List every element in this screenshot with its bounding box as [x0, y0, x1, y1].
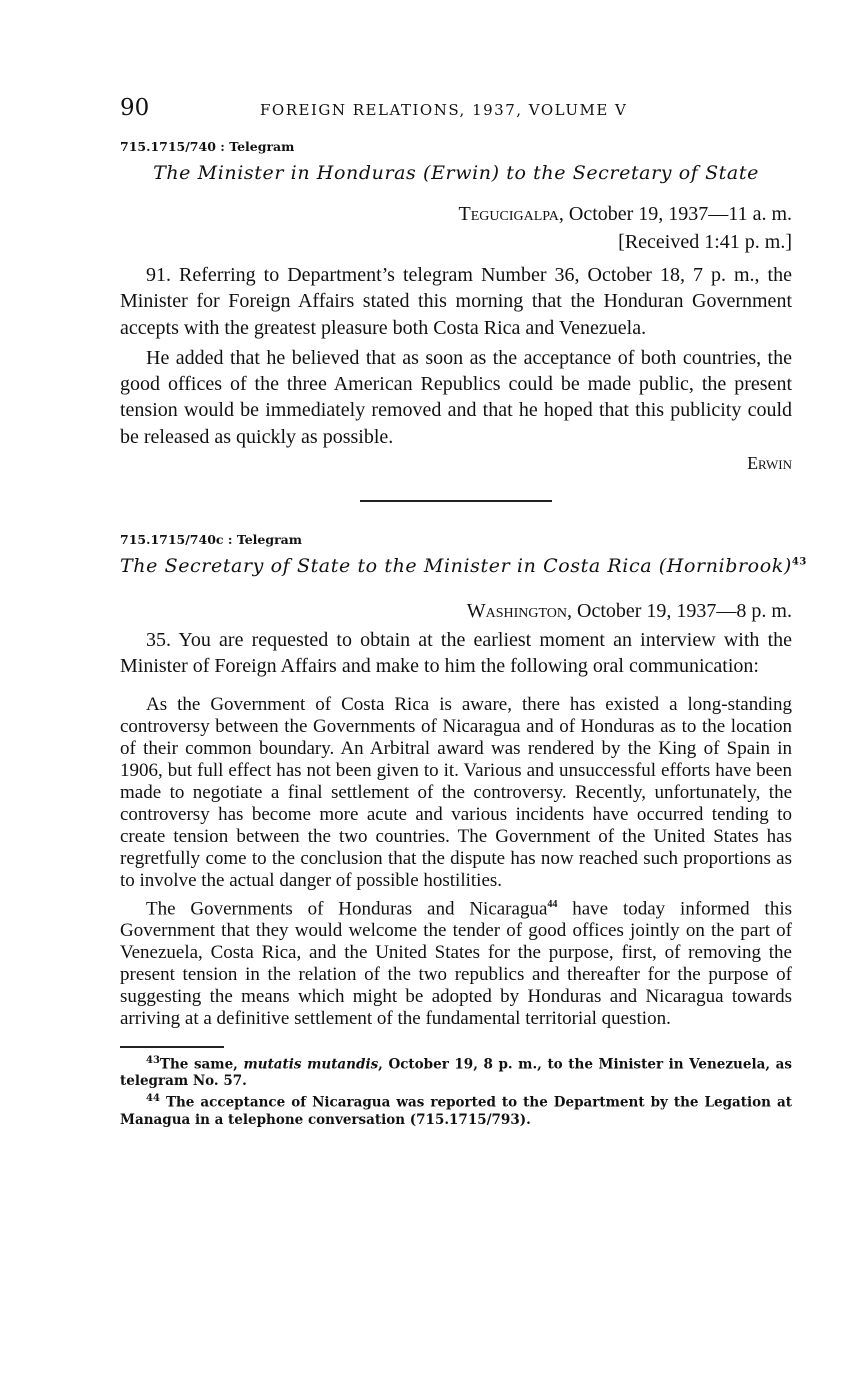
dateline	[120, 200, 792, 228]
document-title-text: The Secretary of State to the Minister in Costa Rica (Hornibrook)	[120, 555, 792, 578]
footnote-text: , October 19, 8 p. m., to the Minister in Venezuela, as telegram No. 57.	[120, 1056, 792, 1089]
footnote-marker: 44	[547, 898, 558, 910]
telegram-paragraph: 91. Referring to Department’s telegram Number 36, October 18, 7 p. m., the Minister for Foreign Affairs stated this morning that the Honduran Government accepts with the greatest pleasure both Costa Rica and Venezuela.	[120, 264, 792, 339]
footnote-number: 44	[146, 1093, 160, 1104]
dateline-date: , October 19, 1937—8 p. m.	[567, 600, 792, 623]
signature: Erwin	[747, 453, 792, 474]
running-title: FOREIGN RELATIONS, 1937, VOLUME V	[260, 101, 628, 119]
dateline-date: , October 19, 1937—11 a. m.	[558, 203, 792, 225]
page-header	[120, 95, 792, 125]
quoted-paragraph	[120, 894, 792, 1030]
document-page	[120, 95, 807, 1129]
page-number: 90	[120, 95, 150, 121]
footnote-text: The same,	[159, 1056, 244, 1072]
dateline-place: Washington	[466, 600, 568, 623]
footnote-marker: 43	[791, 556, 807, 568]
telegram-paragraph: 35. You are requested to obtain at the earliest moment an interview with the Minister of Foreign Affairs and make to him the following oral communication:	[120, 629, 792, 678]
document-title: The Minister in Honduras (Erwin) to the Secretary of State	[153, 162, 759, 184]
document-title	[120, 555, 807, 578]
telegram-paragraph: He added that he believed that as soon as the acceptance of both countries, the good offices of the three American Republics could be made public, the present tension would be immediately removed and that he hoped that this publicity could be released as quickly as possible.	[120, 346, 792, 448]
quoted-paragraph: As the Government of Costa Rica is aware, there has existed a long-standing controversy between the Governments of Nicaragua and of Honduras as to the location of their common boundary. An Arbitral award was rendered by the King of Spain in 1906, but full effect has not been given to it. Various and unsuccessful efforts have been made to negotiate a final settlement of the controversy. Recently, unfortunately, the controversy has become more acute and various incidents have occurred tending to create tension between the two countries. The Government of the United States has regretfully come to the conclusion that the dispute has now reached such proportions as to involve the actual danger of possible hostilities.	[120, 693, 792, 891]
footnote	[120, 1090, 792, 1129]
section-divider	[360, 500, 552, 502]
footnote-text: The acceptance of Nicaragua was reported to the Department by the Legation at Managua in a telephone conversation (715.1715/793).	[120, 1094, 792, 1128]
file-reference: 715.1715/740 : Telegram	[120, 139, 295, 154]
quoted-text: The Governments of Honduras and Nicaragua	[146, 898, 548, 919]
dateline	[120, 597, 792, 625]
footnote-italic-text: mutatis mutandis	[243, 1056, 379, 1072]
footnote	[120, 1052, 792, 1091]
dateline-place: Tegucigalpa	[458, 203, 559, 225]
footnote-number: 43	[146, 1054, 160, 1066]
file-reference: 715.1715/740c : Telegram	[120, 532, 302, 548]
quoted-text: have today informed this Government that they would welcome the tender of good offices jointly on the part of Venezuela, Costa Rica, and the United States for the purpose, first, of removing the present tension in the relation of the two republics and thereafter for the purpose of suggesting the means which might be adopted by Honduras and Nicaragua towards arriving at a definitive settlement of the fundamental territorial question.	[120, 898, 792, 1029]
received-line: [Received 1:41 p. m.]	[618, 231, 792, 253]
footnote-rule	[120, 1046, 224, 1048]
